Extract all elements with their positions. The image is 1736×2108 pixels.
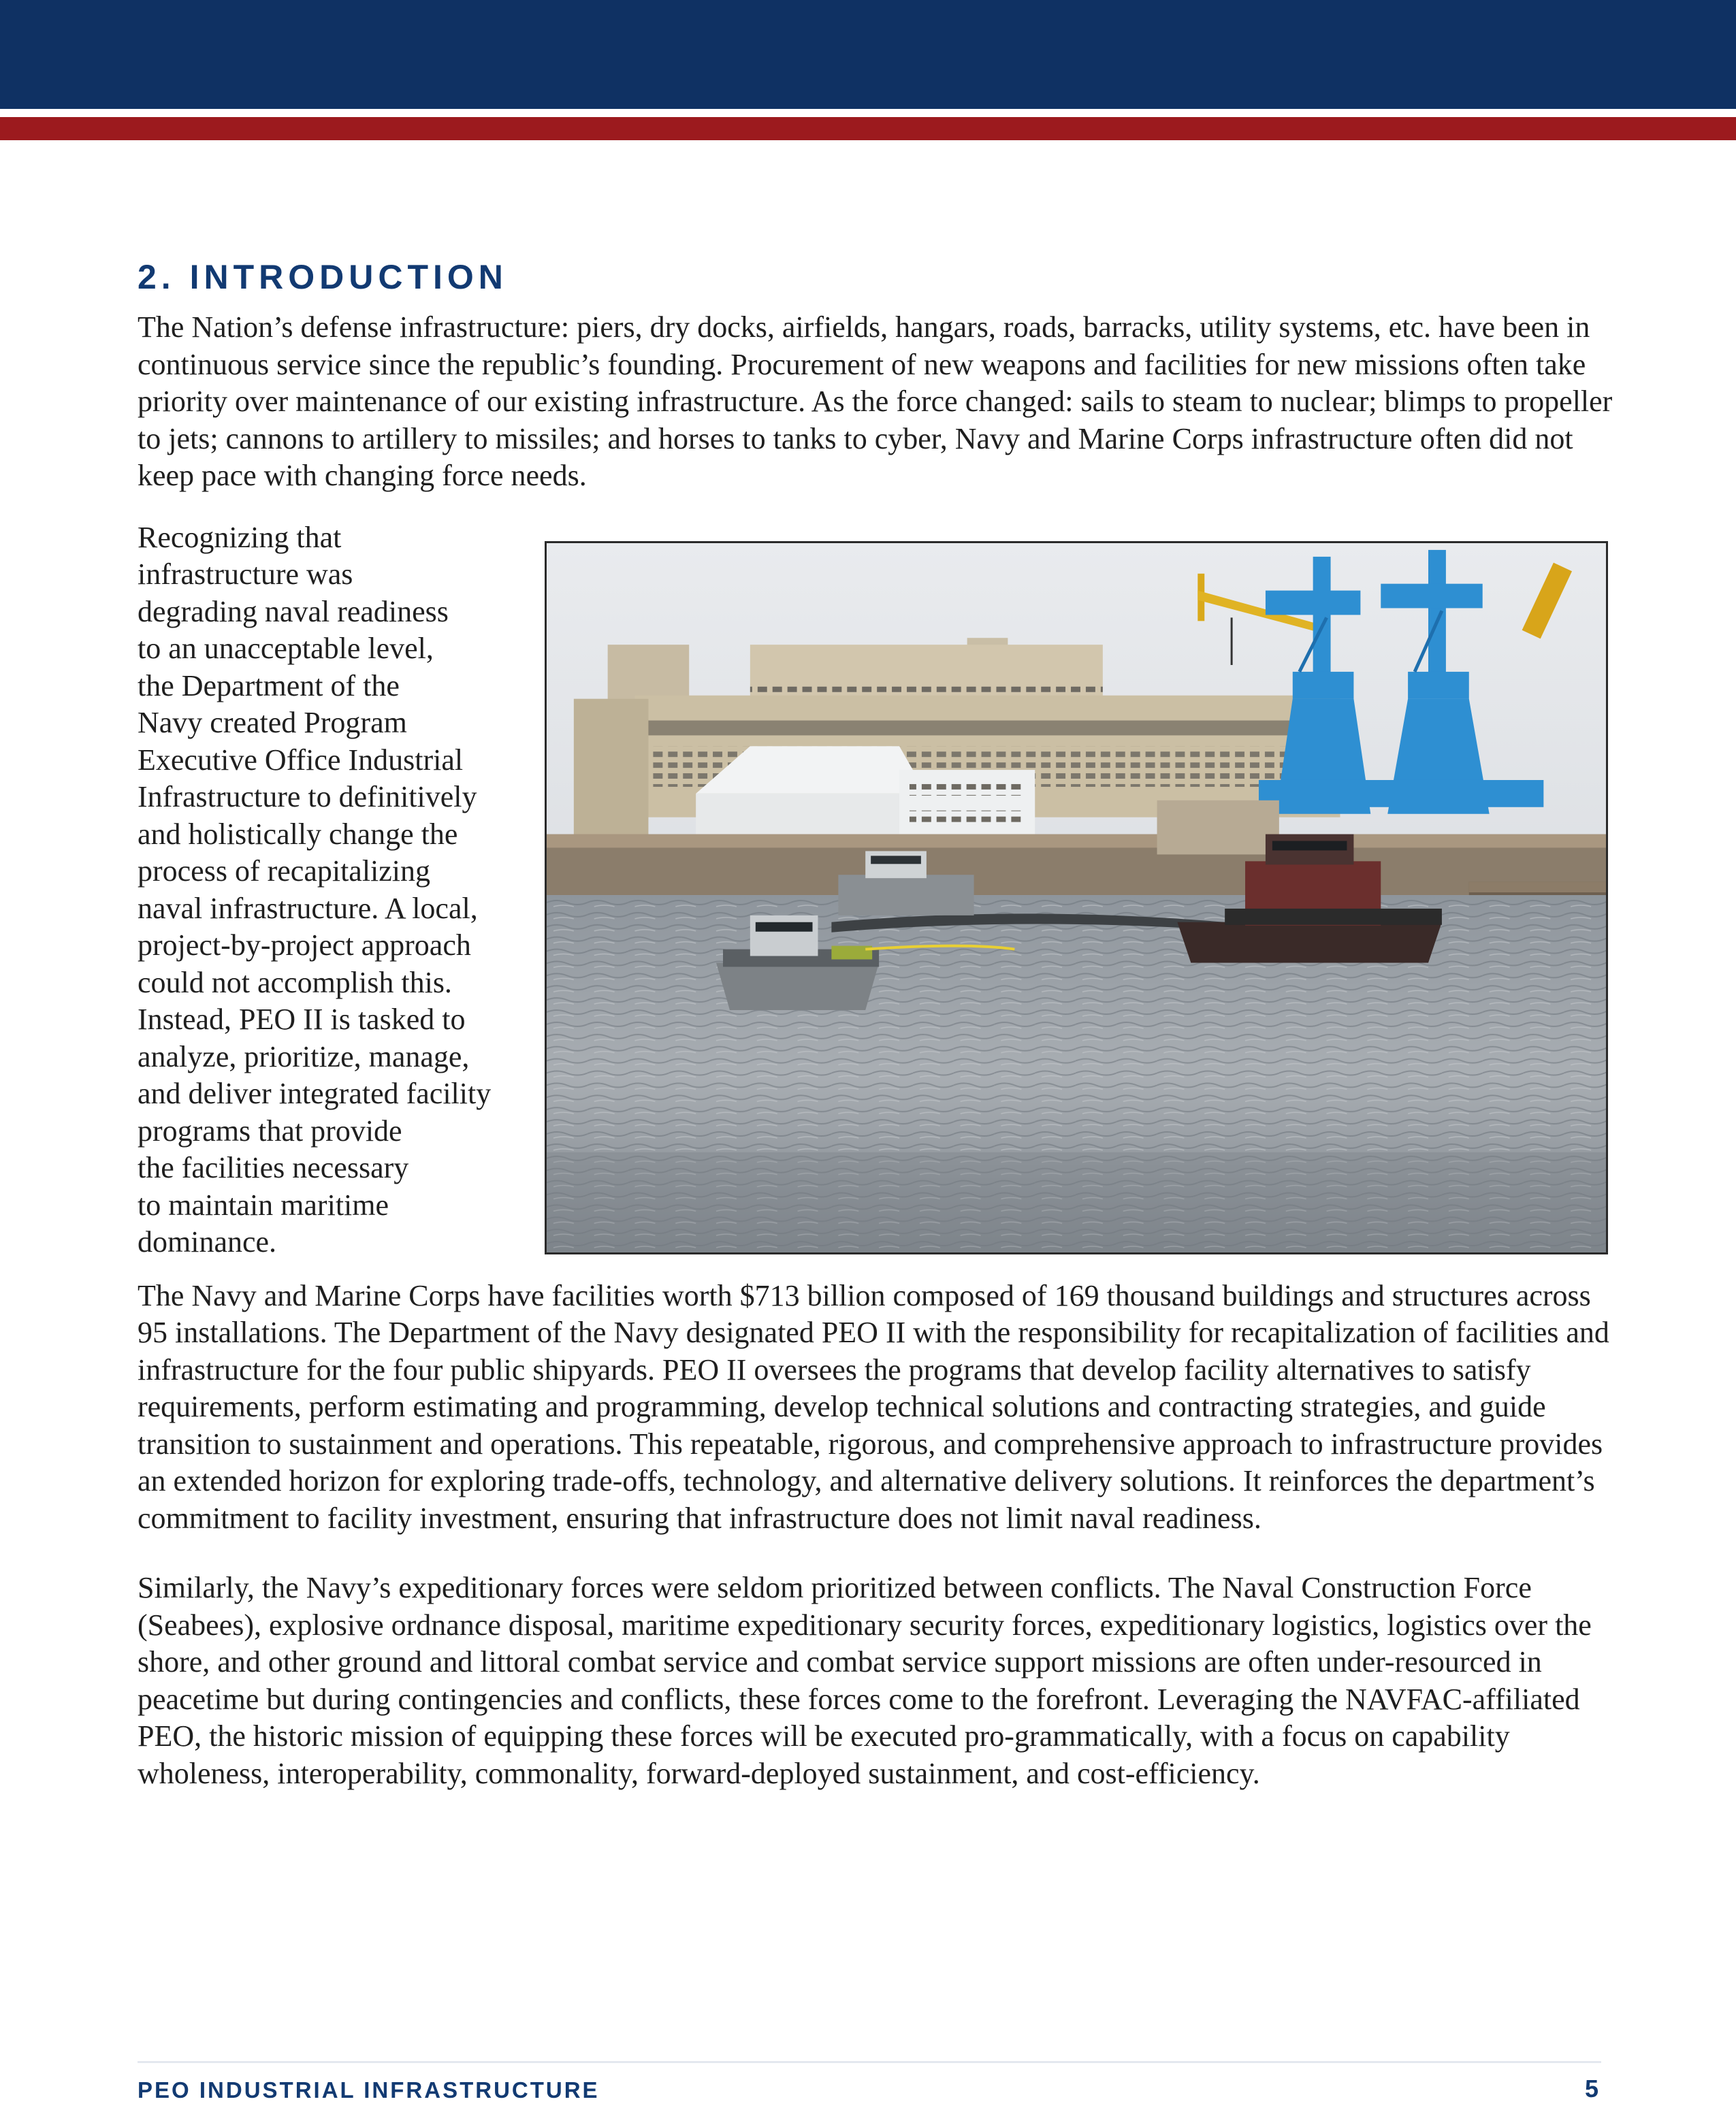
wrapped-line: Recognizing that [138, 520, 342, 554]
wrapped-line: analyze, prioritize, manage, [138, 1039, 470, 1073]
text-with-photo [138, 519, 1622, 1260]
wrapped-line: Infrastructure to definitively [138, 780, 477, 813]
wrapped-paragraph [138, 519, 546, 1261]
wrapped-line: and holistically change the [138, 817, 458, 851]
wrapped-line: Navy created Program [138, 706, 407, 739]
wrapped-line: programs that provide [138, 1114, 402, 1148]
header-red-rule [0, 117, 1736, 140]
wrapped-line: to an unacceptable level, [138, 632, 434, 665]
wrapped-line: dominance. [138, 1225, 277, 1259]
wrapped-line: the Department of the [138, 668, 400, 702]
shipyard-photo [545, 541, 1608, 1254]
wrapped-line: could not accomplish this. [138, 965, 452, 999]
facilities-paragraph: The Navy and Marine Corps have facilities worth $713 billion composed of 169 thousand buildings and structures across 95 installations. The Department of the Navy designated PEO II with the responsibility for recapitalization of facilities and infrastructure for the four public shipyards. PEO II oversees the programs that develop facility alternatives to satisfy requirements, perform estimating and programming, develop technical solutions and contracting strategies, and guide transition to sustainment and operations. This repeatable, rigorous, and comprehensive approach to infrastructure provides an extended horizon for exploring trade-offs, technology, and alternative delivery solutions. It reinforces the department’s commitment to facility investment, ensuring that infrastructure does not limit naval readiness. [138, 1278, 1609, 1535]
main-content [138, 253, 1622, 1792]
wrapped-line: infrastructure was [138, 557, 353, 591]
footer-title: PEO INDUSTRIAL INFRASTRUCTURE [138, 2077, 600, 2103]
wrapped-line: naval infrastructure. A local, [138, 891, 478, 925]
wrapped-line: the facilities necessary [138, 1151, 409, 1184]
wrapped-line: Instead, PEO II is tasked to [138, 1003, 466, 1036]
wrapped-line: to maintain maritime [138, 1188, 389, 1222]
wrapped-line: degrading naval readiness [138, 594, 449, 628]
wrapped-line: project-by-project approach [138, 928, 471, 962]
wrapped-line: and deliver integrated facility [138, 1077, 492, 1110]
footer-divider [138, 2061, 1601, 2063]
header-band [0, 0, 1736, 109]
page-number: 5 [1584, 2075, 1598, 2103]
section-heading: 2. INTRODUCTION [138, 258, 508, 296]
wrapped-line: process of recapitalizing [138, 854, 431, 888]
wrapped-line: Executive Office Industrial [138, 743, 464, 777]
intro-paragraph: The Nation’s defense infrastructure: piers, dry docks, airfields, hangars, roads, barracks, utility systems, etc. have been in continuous service since the republic’s founding. Procurement of new weapons and facilities for new missions often take priority over maintenance of our existing infrastructure. As the force changed: sails to steam to nuclear; blimps to propeller to jets; cannons to artillery to missiles; and horses to tanks to cyber, Navy and Marine Corps infrastructure often did not keep pace with changing force needs. [138, 310, 1613, 492]
header-divider [0, 109, 1736, 117]
expeditionary-paragraph: Similarly, the Navy’s expeditionary forces were seldom prioritized between conflicts. The Naval Construction Force (Seabees), explosive ordnance disposal, maritime expeditionary security forces, expeditionary logistics, logistics over the shore, and other ground and littoral combat service and combat service support missions are often under-resourced in peacetime but during contingencies and conflicts, these forces come to the forefront. Leveraging the NAVFAC-affiliated PEO, the historic mission of equipping these forces will be executed pro-grammatically, with a focus on capability wholeness, interoperability, commonality, forward-deployed sustainment, and cost-efficiency. [138, 1571, 1592, 1790]
